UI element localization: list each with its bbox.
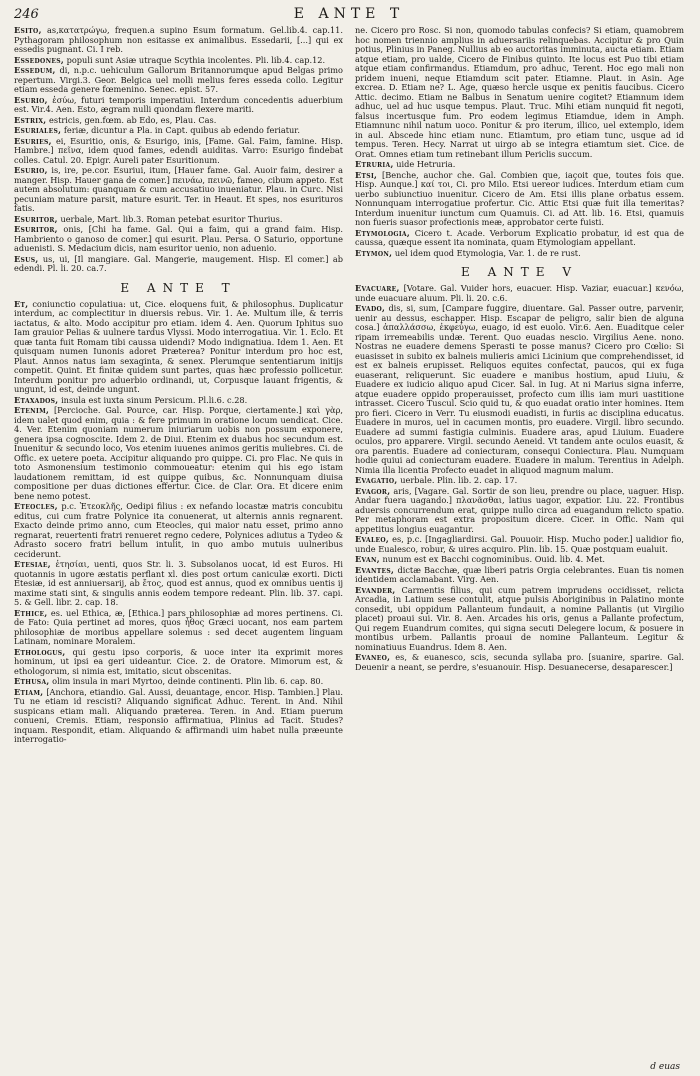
entry-text: aris, [Vagare. Gal. Sortir de son lieu, prendre ou place, uaguer. Hisp. Andar fuera uagando.] πλανᾶσθαι, latius uagor, expatior. Liu. 22. Frontibus aduersis concurrendum erat, quippe nullo circa ad euagandum relicto spatio. Per metaphoram est extra propositum dicere. Cicer. in Offic. Nam qui appetitus longius euagantur. bbox=[355, 485, 684, 534]
dictionary-entry bbox=[14, 648, 343, 677]
entry-text: estricis, gen.fœm. ab Edo, es, Plau. Cas. bbox=[49, 114, 217, 125]
entry-text: di, n.p.c. uehiculum Gallorum Britannorumque apud Belgas primo repertum. Virgi.3. Geor. Belgica uel molli melius feres esseda collo. Legitur etiam esseda genere fœmenino. Senec. epist. 57. bbox=[14, 65, 343, 94]
dictionary-entry bbox=[14, 406, 343, 501]
entry-text: qui gestu ipso corporis, & uoce inter ita exprimit mores hominum, ut ipsi ea geri uideantur. Cice. 2. de Oratore. Mimorum est, & ethologorum, si nimia est, imitatio, sicut obscenitas. bbox=[14, 646, 343, 676]
dictionary-entry bbox=[14, 677, 343, 687]
entry-text: ei, Esuritio, onis, & Esurigo, inis, [Fame. Gal. Faim, famine. Hisp. Hambre.] πεῖνα, idem quod fames, edendi auiditas. Varro: Esurigo findebat colles. Catul. 20. Epigr. Aureli pater Esuritionum. bbox=[14, 135, 343, 165]
entry-text: nunum est ex Bacchi cognominibus. Ouid. lib. 4. Met. bbox=[382, 554, 605, 564]
entry-headword: Ethice, bbox=[14, 607, 48, 618]
entry-headword: Et, bbox=[14, 298, 29, 309]
entry-text: uel idem quod Etymologia, Var. 1. de re rust. bbox=[394, 247, 581, 258]
entry-headword: Esurio, bbox=[14, 94, 48, 105]
catchword: d euas bbox=[650, 1062, 680, 1072]
entry-headword: Evander, bbox=[355, 584, 396, 595]
dictionary-entry bbox=[14, 215, 343, 225]
dictionary-entry bbox=[14, 560, 343, 608]
dictionary-entry bbox=[355, 586, 684, 653]
dictionary-entry bbox=[14, 300, 343, 395]
entry-headword: Ethologus, bbox=[14, 646, 66, 657]
entry-text: coniunctio copulatiua: ut, Cice. eloquens fuit, & philosophus. Duplicatur interdum, ac complectitur in diuersis rebus. Vir. 1. Ae. Multum ille, & terris iactatus, & alto. Modo accipitur pro etiam. idem 4. Aen. Quorum Iphitus suo Iam grauior Pelias & uulnere tardus Vlyssi. Modo interrogatiua. Vir. 1. Eclo. Et quæ tanta fuit Romam tibi caussa uidendi? Modo indignatiua. Idem 1. Aen. Et quisquam numen Iunonis adoret Præterea? Ponitur interdum pro hoc est, Plaut. Annos natus iam sexaginta, & senex. Plerumque sententiarum initijs competit. Quint. Et finitæ quidem sunt partes, quas hæc professio pollicetur. Interdum ponitur pro aduerbio ordinandi, ut, Corpusque lauant frigentis, & ungunt, id est, deinde ungunt. bbox=[14, 298, 343, 394]
entry-headword: Eteocles, bbox=[14, 501, 58, 511]
entry-text: as,κατατρώγω, frequen.a supino Esum formatum. Gel.lib.4. cap.11. Pythagoram philosophum non esitasse ex animalibus. Essedarii, [...] qui ex essedis pugnant. Ci. I reb. bbox=[14, 25, 343, 54]
entry-headword: Etruria, bbox=[355, 159, 394, 169]
entry-headword: Esuritor, bbox=[14, 224, 58, 234]
entry-text: [Benche, auchor che. Gal. Combien que, iaçoit que, toutes fois que. Hisp. Aunque.] καί τοι, Ci. pro Milo. Etsi uereor iudices. Interdum etiam cum uerbo subiunctiuo inuenitur. Cicero de Am. Etsi illis plane orbatus essem. Nonnunquam interrogatiue profertur. Cic. Attic Etsi quæ fuit illa temeritas? Interdum inuenitur iunctum cum Quamuis. Ci. ad Att. lib. 16. Etsi, quamuis non fueris suasor profectionis meæ, approbator certe fuisti. bbox=[355, 169, 684, 227]
entry-text: Carmentis filius, qui cum patrem imprudens occidisset, relicta Arcadia, in Latium sese contulit, atque pulsis Aboriginibus in Palatino monte consedit, ubi oppidum Pallanteum fundauit, a nomine Pallantis (ut Virgilio placet) proaui sui. Vir. 8. Aen. Arcades his oris, genus a Pallante profectum, Qui regem Euandrum comites, qui signa secuti Delegere locum, & posuere in montibus urbem. Pallantis proaui de nomine Pallanteum. Legitur & nominatiuus Euandrus. Idem 8. Aen. bbox=[355, 584, 684, 652]
entry-headword: Esuries, bbox=[14, 135, 52, 146]
entry-headword: Evan, bbox=[355, 554, 380, 564]
dictionary-entry bbox=[14, 116, 343, 126]
entry-headword: Esuritor, bbox=[14, 213, 58, 224]
entry-text: dictæ Bacchæ, quæ liberi patris Orgia celebrantes. Euan tis nomen identidem acclamabant. Virg. Aen. bbox=[355, 564, 684, 584]
entry-text: [Percioche. Gal. Pource, car. Hisp. Porque, ciertamente.] καὶ γὰρ, idem ualet quod enim, quia : & fere primum in oratione locum uendicat. Cice. 4. Ver. Etenim quoniam numerum iniuriarum uobis non possum exponere, genera ipsa cognoscite. Idem 2. de Diui. Etenim ex duabus hoc secundum est. Inuenitur & secundo loco, Vos etenim iuuenes animos geritis muliebres. Ci. de Offic. ex uetere poeta. Accipitur aliquando pro quippe. Ci. pro Flac. Ne quis in toto Asmonensium testimonio commoueatur: etenim qui his ego istam laudationem remittam, id est quippe quibus, &c. Nonnunquam diuisa compositione per duas dictiones effertur. Cice. de Clar. Ora. Et dicere enim bene nemo potest. bbox=[14, 405, 343, 501]
dictionary-entry bbox=[355, 566, 684, 585]
entry-headword: Etymologia, bbox=[355, 227, 411, 238]
entry-text: ἐσύω, futuri temporis imperatiui. Interdum concedentis aduerbium est. Vir.4. Aen. Esto, ægram nulli quondam flexere mariti. bbox=[14, 94, 343, 114]
entry-headword: Etsi, bbox=[355, 169, 378, 180]
entry-headword: Esus, bbox=[14, 253, 39, 264]
dictionary-entry bbox=[355, 284, 684, 303]
entry-text: onis, [Chi ha fame. Gal. Qui a faim, qui a grand faim. Hisp. Hambriento o ganoso de comer.] qui esurit. Plau. Persa. O Saturio, opportune aduenisti. S. Medacium dicis, nam esuritor uenio, non aduenio. bbox=[14, 224, 343, 253]
entry-headword: Etiam, bbox=[14, 686, 44, 697]
dictionary-entry bbox=[355, 555, 684, 565]
entry-headword: Evagatio, bbox=[355, 475, 398, 485]
entry-text: ἐτησίαι, uenti, quos Str. li. 3. Subsolanos uocat, id est Euros. Hi quotannis in ugore æstatis perflant xl. dies post ortum caniculæ exorti. Dicti Etesiæ, id est anniuersarij, ab ἔτος, quod est annus, quod ex omnibus uentis ij maxime stati sint, & singulis annis eodem tempore redeant. Plin. lib. 37. capi. 5. & Gell. libr. 2. cap. 18. bbox=[14, 559, 343, 607]
dictionary-entry bbox=[14, 255, 343, 274]
section-heading: E ANTE V bbox=[461, 265, 578, 279]
dictionary-entry bbox=[14, 166, 343, 214]
entry-headword: Esito, bbox=[14, 25, 42, 35]
entry-text: us, ui, [Il mangiare. Gal. Mangerie, maugement. Hisp. El comer.] ab edendi. Pl. li. 20. ca.7. bbox=[14, 253, 343, 273]
dictionary-entry bbox=[355, 535, 684, 554]
dictionary-entry bbox=[355, 487, 684, 535]
entry-text: es. uel Ethica, æ, [Ethica.] pars philosophiæ ad mores pertinens. Ci. de Fato: Quia pertinet ad mores, quos ἦθος Græci uocant, nos eam partem philosophiæ de moribus appellare solemus : sed decet augentem linguam Latinam, nominare Moralem. bbox=[14, 607, 343, 646]
section-heading: E ANTE T bbox=[120, 280, 237, 295]
dictionary-entry bbox=[355, 476, 684, 486]
dictionary-entry bbox=[14, 26, 343, 55]
entry-text: ne. Cicero pro Rosc. Si non, quomodo tabulas confecis? Si etiam, quamobrem hoc nomen triennio amplius in aduersariis relinquebas. Accipitur & pro Quin potius, Plinius in Paneg. Nullius ab eo auctoritas imminuta, aucta etiam. Etiam atque etiam, pro ualde, Cicero de Finibus quinto. Ite locus est Puo tibi etiam atque etiam confirmandus. Etiamdum, pro adhuc, Terent. Hoc ego mali non pridem inueni, neque Etiamdum scit pater. Etiamne. Plaut. in Asin. Age excrea. D. Etiam ne? L. Age, quæso hercle usque ex penitis faucibus. Cicero Attic. decimo. Etiam ne Balbus in Senatum uenire cogitet? Etiamnum idem adhuc, uel ad huc usque tempus. Plaut. Truc. Mihi etiam nunquid fit negoti, falsus incertusque fum. Pro eodem legimus Etiamdue, idem in Amph. Etiamnunc nihil natum uoco. Ponitur & pro iterum, illico, uel extemplo, idem in aul. Abscede hinc etiam nunc. Etiamtum, pro etiam tunc, usque ad id tempus. Teren. Hecy. Narrat ut uirgo ab se integra etiamtum siet. Cice. de Orat. Omnes etiam tum retinebant illum Periclis succum. bbox=[355, 25, 684, 159]
dictionary-entry bbox=[14, 688, 343, 745]
entry-headword: Evaneo, bbox=[355, 652, 391, 662]
page-number: 246 bbox=[14, 7, 39, 22]
entry-text: es, & euanesco, scis, secunda syllaba pro. [suanire, sparire. Gal. Deuenir a neant, se perdre, s'esuanouir. Hisp. Desuanecerse, desaparescer.] bbox=[355, 652, 684, 672]
entry-headword: Esurio, bbox=[14, 165, 48, 175]
dictionary-entry bbox=[14, 502, 343, 559]
dictionary-columns bbox=[14, 26, 684, 746]
running-title: E ANTE T bbox=[293, 6, 405, 22]
entry-text: p.c. Ἐτεοκλῆς, Oedipi filius : ex nefando locastæ matris concubitu editus, cui cum fratre Polynice ita conuenerat, ut alternis annis regnarent. Exacto deinde primo anno, cum Eteocles, qui maior natu esset, primo anno regnarat, reuertenti fratri renueret regno cedere, Polynices adiutus a Tydeo & Adrasto socero fratri bellum intulit, in quo ambo mutuis uulneribus ceciderunt. bbox=[14, 501, 343, 559]
entry-text: olim insula in mari Myrtoo, deinde continenti. Plin lib. 6. cap. 80. bbox=[52, 676, 324, 686]
entry-headword: Evaleo, bbox=[355, 534, 390, 544]
entry-text: Cicero t. Acade. Verborum Explicatio probatur, id est qua de caussa, quæque essent ita nominata, quam Etymologiam appellant. bbox=[355, 227, 684, 247]
entry-text: is, ire, pe.cor. Esuriui, itum, [Hauer fame. Gal. Auoir faim, desirer a manger. Hisp. Hauer gana de comer.] πεινάω, πεινῶ, fameo, cibum appeto. Est autem absolutum: quanquam & cum accusatiuo inueniatur. Plau. in Curc. Nisi pecuniam mature parsit, mature esurit. Ter. in Heaut. Et spes, nos esurituros fatis. bbox=[14, 165, 344, 213]
entry-headword: Evantes, bbox=[355, 564, 395, 575]
dictionary-entry bbox=[14, 66, 343, 95]
dictionary-entry bbox=[14, 96, 343, 115]
dictionary-entry bbox=[14, 609, 343, 647]
entry-headword: Evado, bbox=[355, 303, 386, 313]
entry-text: es, p.c. [Ingagliardirsi. Gal. Pouuoir. Hisp. Mucho poder.] ualidior fio, unde Eualesco, robur, & uires acquiro. Plin. lib. 15. Quæ postquam eualuit. bbox=[355, 534, 684, 554]
left-column bbox=[14, 26, 343, 746]
entry-headword: Etenim, bbox=[14, 405, 50, 415]
entry-text: uide Hetruria. bbox=[396, 159, 456, 169]
dictionary-entry bbox=[14, 126, 343, 136]
dictionary-entry bbox=[355, 304, 684, 475]
entry-headword: Ethusa, bbox=[14, 676, 50, 686]
dictionary-entry bbox=[355, 229, 684, 248]
entry-headword: Etaxados, bbox=[14, 394, 59, 405]
dictionary-entry bbox=[355, 160, 684, 170]
dictionary-entry bbox=[14, 225, 343, 254]
entry-text: uerbale, Mart. lib.3. Roman petebat esuritor Thurius. bbox=[60, 213, 283, 224]
dictionary-entry bbox=[355, 26, 684, 159]
entry-headword: Evagor, bbox=[355, 485, 391, 496]
entry-headword: Essedum, bbox=[14, 65, 56, 75]
dictionary-entry bbox=[14, 56, 343, 66]
entry-headword: Esuriales, bbox=[14, 125, 62, 135]
entry-text: [Anchora, etiandio. Gal. Aussi, deuantage, encor. Hisp. Tambien.] Plau. Tu ne etiam id rescisti? Aliquando significat Adhuc. Terent. in And. Nihil suspicans etiam mali. Aliquando præterea. Teren. in And. Etiam puerum conueni, Cremis. Etiam, responsio affirmatiua, Plinius ad Tacit. Studes? inquam. Respondit, etiam. Aliquando & affirmandi uim habet nulla præeunte interrogatio- bbox=[14, 686, 343, 744]
entry-headword: Etesiae, bbox=[14, 559, 51, 569]
entry-text: populi sunt Asiæ utraque Scythia incolentes. Pli. lib.4. cap.12. bbox=[66, 54, 326, 65]
page-header bbox=[14, 6, 684, 26]
right-column bbox=[355, 26, 684, 746]
dictionary-entry bbox=[14, 137, 343, 166]
entry-headword: Evacuare, bbox=[355, 283, 400, 293]
dictionary-entry bbox=[355, 653, 684, 672]
entry-text: [Votare. Gal. Vuider hors, euacuer. Hisp. Vaziar, euacuar.] κενόω, unde euacuare aluum. Pli. li. 20. c.6. bbox=[355, 283, 684, 303]
entry-text: insula est iuxta sinum Persicum. Pl.li.6. c.28. bbox=[61, 394, 248, 405]
entry-headword: Estrix, bbox=[14, 114, 47, 125]
entry-text: uerbale. Plin. lib. 2. cap. 17. bbox=[400, 475, 518, 485]
entry-text: dis, si, sum, [Campare fuggire, diuentare. Gal. Passer outre, parvenir, uenir au dessus, eschapper. Hisp. Escapar de peligro, salir bien de alguna cosa.] ἀπαλλάσσω, ἐκφεύγω, euago, id est euolo. Vir.6. Aen. Euaditque celer ripam irremeabilis undæ. Terent. Quo euadas nescio. Virgilius Aene. nono. Nostras ne euadere demens Sperasti te posse manus? Cicero pro Cœlio: Si euasisset in subito ex balneis mulieris amici Licinium que comprehendisset, id est ex balneis erupisset. Reliquos equites confectat, paucos, qui ex fuga euaserant, reliquerunt. Sic euadere e manibus hostium, apud Liuiu, & Euadere ex iudicio aliquo apud Cicer. Sal. in Iug. At ni Marius signa inferre, atque euadere oppido properauisset, profecto cum illis iam muri uastitione intrasset. Cicero Tuscul. Scio quid tu, & quo euadat oratio inter homines. Item pro fieri. Cicero in Verr. Tu eiusmodi euadisti, in furiis ac disciplina educatus. Euadere in muros, uel in cacumen montis, pro euadere. Virgil. libro secundo. Euadere ad summi fastigia culminis. Euadere aras, apud Liuium. Euadere oculos, pro apparere. Virgil. secundo Aeneid. Vt tandem ante oculos euasit, & ora parentis. Euadere ad coniecturam, consequi Coniectura. Plau. Numquam hodie quiui ad coniecturam euadere. Euadere in malum. Terentius in Adelph. Nimia illa licentia Profecto euadet in aliquod magnum malum. bbox=[355, 303, 684, 475]
entry-text: feriæ, dicuntur a Pla. in Capt. quibus ab edendo feriatur. bbox=[63, 125, 300, 135]
dictionary-entry bbox=[14, 396, 343, 406]
entry-headword: Etymon, bbox=[355, 247, 393, 258]
dictionary-entry bbox=[355, 171, 684, 228]
entry-headword: Essedones, bbox=[14, 54, 65, 65]
dictionary-entry bbox=[355, 249, 684, 259]
